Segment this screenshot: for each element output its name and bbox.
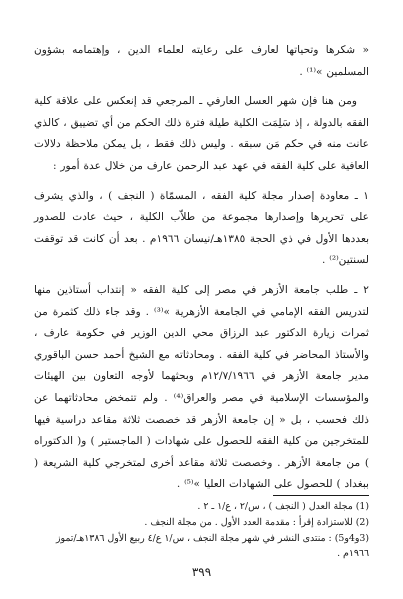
footnote-1: (1) مجلة العدل ( النجف ) ، س/٢ ، ع/١ ـ ٢ . [197,501,369,512]
footnote-3: (3و4و5) : منتدى النشر في شهر مجلة النجف ، س/١ ع/٤ ربيع الأول ١٣٨٦هـ/تموز ١٩٦٦م . [56,532,369,560]
footnotes [34,495,369,562]
footnote-divider [273,495,369,496]
page-number: ٣٩٩ [191,565,212,579]
body-text [34,40,369,496]
paragraph-4: ٢ ـ طلب جامعة الأزهر في مصر إلى كلية الفقه « إنتداب أستاذين منها لتدريس الفقه الإمامي في الجامعة الأزهرية »⁽³⁾ . وقد جاء ذلك كثمرة من ثمرات زيارة الدكتور عبد الرزاق محي الدين الوزير في حكومة عارف ، والأستاذ المحاضر في كلية الفقه . ومحادثاته مع الشيخ أحمد حسن الباقوري مدير جامعة الأزهر في ١٢/٧/١٩٦٦م وبحثهما لأوجه التعاون بين الهيئات والمؤسسات الإسلامية في مصر والعراق⁽⁴⁾ . ولم تتمخض محادثاتهما عن ذلك فحسب ، بل « إن جامعة الأزهر قد خصصت ثلاثة مقاعد دراسية فيها للمتخرجين من كلية الفقه للحصول على شهادات ( الماجستير ) و( الدكتوراه ) من جامعة الأزهر . وخصصت ثلاثة مقاعد أخرى لمتخرجي كلية الشريعة ( ببغداد ) للحصول على الشهادات العليا »⁽⁵⁾ . [34,283,370,491]
paragraph-3: ١ ـ معاودة إصدار مجلة كلية الفقه ، المسمّاة ( النجف ) ، والذي يشرف على تحريرها وإصدارها مجموعة من طلاّب الكلية ، حيث عادت للصدور بعددها الأول في ذي الحجة ١٣٨٥هـ/نيسان ١٩٦٦م . بعد أن كانت قد توقفت لسنتين⁽²⁾ . [34,189,370,267]
footnote-2: (2) للاستزادة إقرأ : مقدمة العدد الأول . من مجلة النجف . [144,516,369,528]
paragraph-1: « شكرها وتحياتها لعارف على رعايته لعلماء الدين ، وإهتمامه بشؤون المسلمين »⁽¹⁾ . [34,44,369,78]
paragraph-2: ومن هنا فإن شهر العسل العارفي ـ المرجعي قد إنعكس على علاقة كلية الفقه بالدولة ، إذ سَلِمَت الكلية طيلة فترة ذلك الحكم من أي تضييق ، كالذي عانت منه في حكم مَن سبقه . وليس ذلك فقط ، بل يمكن ملاحظة دلالات العافية على كلية الفقه في عهد عبد الرحمن عارف من خلال عدة أمور : [34,95,369,172]
